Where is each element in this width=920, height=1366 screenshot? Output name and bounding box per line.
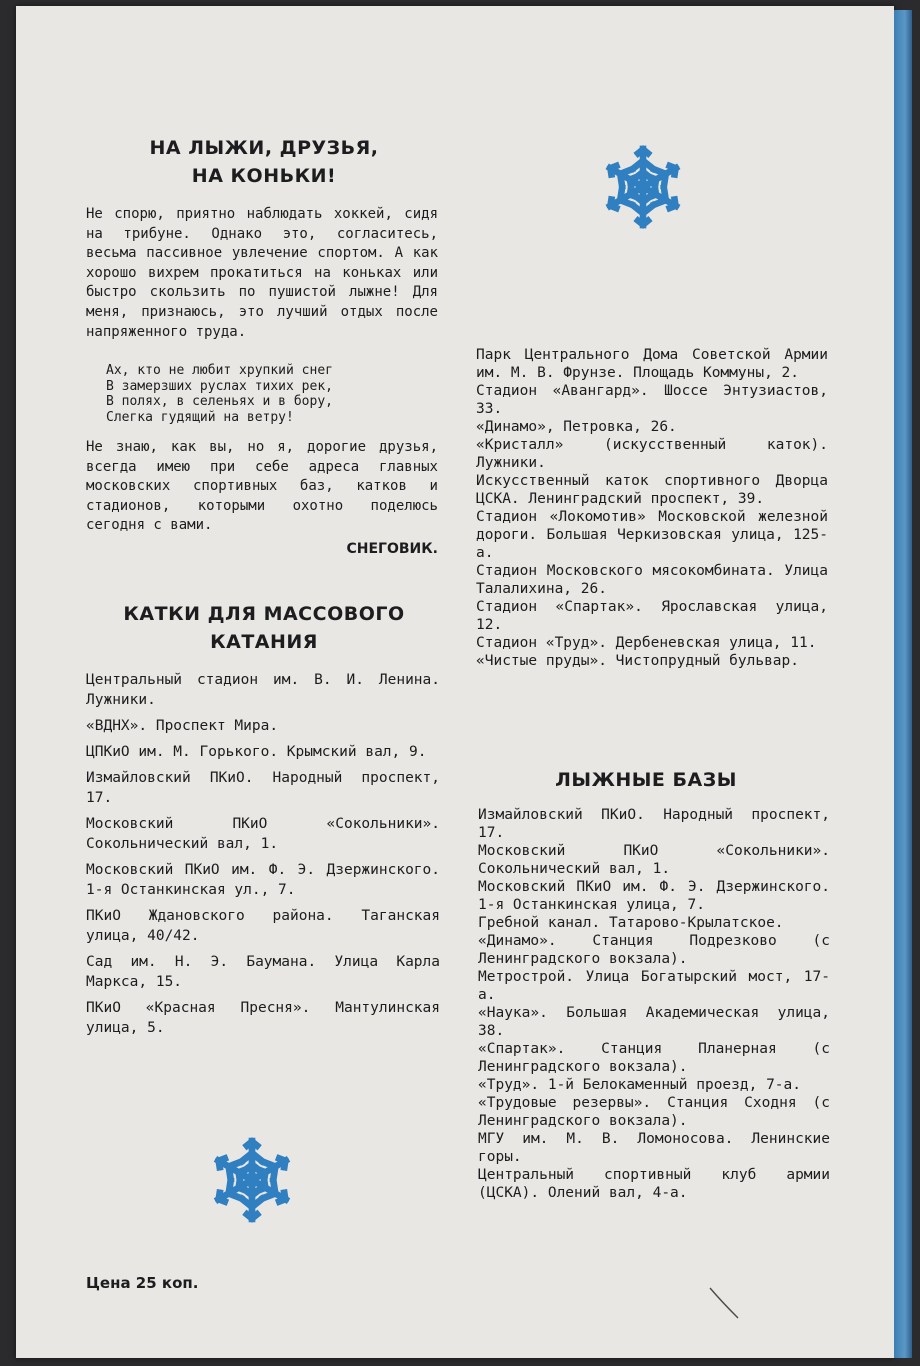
rinks-title	[86, 600, 442, 656]
back-cover-edge	[894, 10, 912, 1358]
list-item: «Кристалл» (искусственный каток). Лужники.	[476, 437, 828, 471]
rinks-title-line2: КАТАНИЯ	[210, 631, 318, 653]
rinks-title-line1: КАТКИ ДЛЯ МАССОВОГО	[123, 603, 405, 625]
poem	[88, 363, 428, 425]
list-item: «ВДНХ». Проспект Мира.	[86, 718, 279, 734]
list-item: Центральный спортивный клуб армии (ЦСКА). Олений вал, 4-а.	[478, 1167, 830, 1201]
snowflake-icon	[204, 1132, 300, 1228]
intro-title-line1: НА ЛЫЖИ, ДРУЗЬЯ,	[149, 137, 379, 159]
list-item: Сад им. Н. Э. Баумана. Улица Карла Маркса, 15.	[86, 954, 440, 990]
list-item: Гребной канал. Татарово-Крылатское.	[478, 915, 784, 931]
list-item: «Чистые пруды». Чистопрудный бульвар.	[476, 653, 800, 669]
price-label: Цена 25 коп.	[86, 1274, 199, 1292]
poem-line: В полях, в селеньях и в бору,	[106, 394, 333, 409]
booklet-page	[16, 6, 894, 1358]
intro-title-line2: НА КОНЬКИ!	[191, 165, 337, 187]
list-item: Стадион «Спартак». Ярославская улица, 12.	[476, 599, 828, 633]
intro-paragraph-2: Не знаю, как вы, но я, дорогие друзья, всегда имею при себе адреса главных московских спортивных баз, катков и стадионов, которыми охотно поделюсь сегодня с вами.	[86, 439, 438, 534]
list-item: «Динамо», Петровка, 26.	[476, 419, 677, 435]
list-item: МГУ им. М. В. Ломоносова. Ленинские горы.	[478, 1131, 830, 1165]
signature: СНЕГОВИК.	[346, 541, 438, 557]
list-item: Московский ПКиО им. Ф. Э. Дзержинского. 1-я Останкинская улица, 7.	[478, 879, 830, 913]
list-item: «Динамо». Станция Подрезково (с Ленинградского вокзала).	[478, 933, 830, 967]
list-item: Стадион «Локомотив» Московской железной дороги. Большая Черкизовская улица, 125-а.	[476, 509, 828, 561]
rinks-list	[86, 670, 440, 1044]
list-item: «Наука». Большая Академическая улица, 38.	[478, 1005, 830, 1039]
list-item: «Труд». 1-й Белокаменный проезд, 7-а.	[478, 1077, 802, 1093]
rinks-continued-list	[476, 346, 828, 670]
list-item: Парк Центрального Дома Советской Армии им. М. В. Фрунзе. Площадь Коммуны, 2.	[476, 347, 828, 381]
poem-line: Ах, кто не любит хрупкий снег	[106, 363, 333, 378]
list-item: Московский ПКиО «Сокольники». Сокольнический вал, 1.	[86, 816, 440, 852]
poem-line: В замерзших руслах тихих рек,	[106, 378, 333, 394]
list-item: Московский ПКиО им. Ф. Э. Дзержинского. 1-я Останкинская ул., 7.	[86, 862, 440, 898]
list-item: ПКиО «Красная Пресня». Мантулинская улица, 5.	[86, 1000, 440, 1036]
list-item: Центральный стадион им. В. И. Ленина. Лужники.	[86, 672, 440, 708]
list-item: Стадион «Труд». Дербеневская улица, 11.	[476, 635, 817, 651]
paper-scratch	[706, 1284, 746, 1324]
intro-paragraph-1: Не спорю, приятно наблюдать хоккей, сидя на трибуне. Однако это, согласитесь, весьма пассивное увлечение спортом. А как хорошо вихрем прокатиться на коньках или быстро скользить по пушистой лыжне! Для меня, признаюсь, это лучший отдых после напряженного труда.	[86, 206, 438, 340]
poem-line: Слегка гудящий на ветру!	[106, 409, 294, 425]
ski-list	[478, 806, 830, 1202]
list-item: Стадион Московского мясокомбината. Улица Талалихина, 26.	[476, 563, 828, 597]
list-item: «Спартак». Станция Планерная (с Ленинградского вокзала).	[478, 1041, 830, 1075]
list-item: Стадион «Авангард». Шоссе Энтузиастов, 33.	[476, 383, 828, 417]
list-item: Метрострой. Улица Богатырский мост, 17-а.	[478, 969, 830, 1003]
list-item: ЦПКиО им. М. Горького. Крымский вал, 9.	[86, 744, 427, 760]
ski-title: ЛЫЖНЫЕ БАЗЫ	[555, 769, 737, 791]
snowflake-icon	[596, 140, 690, 234]
list-item: ПКиО Ждановского района. Таганская улица, 40/42.	[86, 908, 440, 944]
list-item: Искусственный каток спортивного Дворца ЦСКА. Ленинградский проспект, 39.	[476, 473, 828, 507]
list-item: Московский ПКиО «Сокольники». Сокольнический вал, 1.	[478, 843, 830, 877]
list-item: «Трудовые резервы». Станция Сходня (с Ленинградского вокзала).	[478, 1095, 830, 1129]
list-item: Измайловский ПКиО. Народный проспект, 17.	[86, 770, 440, 806]
intro-title	[86, 134, 442, 190]
list-item: Измайловский ПКиО. Народный проспект, 17.	[478, 807, 830, 841]
